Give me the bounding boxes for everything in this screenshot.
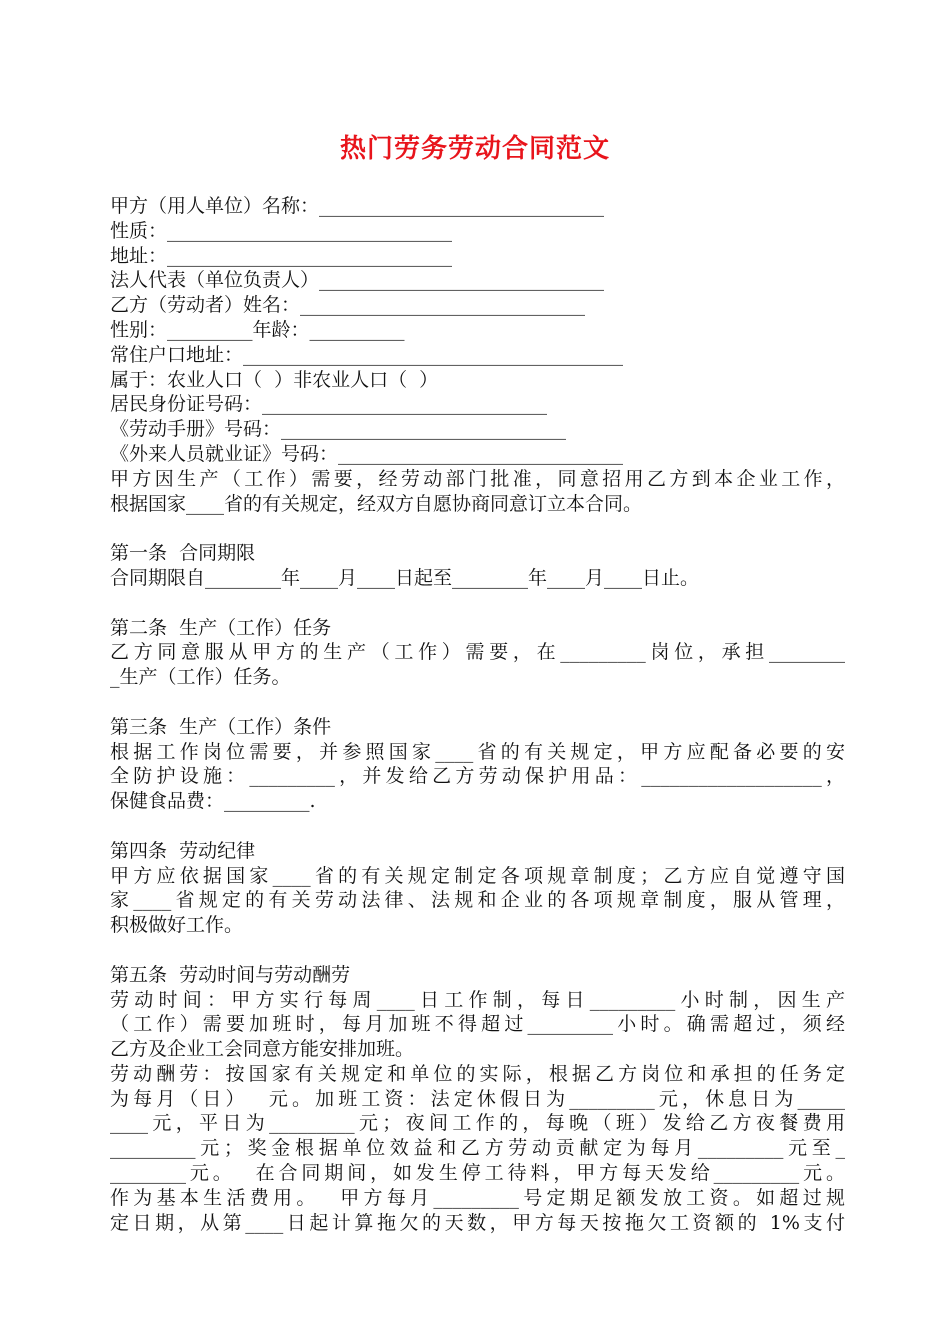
document-line: _生产（工作）任务。 bbox=[110, 666, 291, 689]
blank-line bbox=[110, 938, 845, 963]
document-line: 甲方因生产（工作）需要，经劳动部门批准，同意招用乙方到本企业工作， bbox=[110, 467, 845, 490]
document-line: 作为基本生活费用。 甲方每月_________号定期足额发放工资。如超过规 bbox=[110, 1186, 845, 1209]
blank-line bbox=[110, 591, 845, 616]
document-line: 甲方（用人单位）名称：______________________________ bbox=[110, 195, 605, 217]
document-line: 地址：______________________________ bbox=[110, 244, 453, 267]
document-line: 甲方应依据国家____省的有关规定制定各项规章制度；乙方应自觉遵守国 bbox=[110, 864, 845, 887]
document-line: 劳动酬劳：按国家有关规定和单位的实际，根据乙方岗位和承担的任务定 bbox=[110, 1062, 845, 1085]
clause-heading: 第三条 生产（工作）条件 bbox=[110, 715, 332, 738]
document-line: 保健食品费：_________. bbox=[110, 790, 316, 813]
clause-heading: 第四条 劳动纪律 bbox=[110, 839, 256, 862]
blank-line bbox=[110, 516, 845, 541]
clause-heading: 第一条 合同期限 bbox=[110, 542, 256, 565]
document-line: 乙方（劳动者）姓名：______________________________ bbox=[110, 294, 586, 317]
document-line: 属于：农业人口（ ）非农业人口（ ） bbox=[110, 368, 439, 391]
document-line: 乙方同意服从甲方的生产（工作）需要，在_________岗位，承担________ bbox=[110, 641, 845, 664]
document-title: 热门劳务劳动合同范文 bbox=[339, 134, 610, 164]
document-line: 合同期限自________年____月____日起至________年____月____日止。 bbox=[110, 566, 700, 589]
clause-heading: 第二条 生产（工作）任务 bbox=[110, 616, 332, 639]
document-line: 全防护设施：_________，并发给乙方劳动保护用品：___________________， bbox=[110, 765, 845, 788]
document-line: 劳动时间：甲方实行每周____日工作制，每日_________小时制，因生产 bbox=[110, 988, 845, 1011]
document-line: 定日期，从第____日起计算拖欠的天数，甲方每天按拖欠工资额的 1%支付 bbox=[110, 1211, 845, 1234]
document-line: 居民身份证号码：______________________________ bbox=[110, 393, 548, 416]
blank-line bbox=[110, 690, 845, 715]
document-line: 法人代表（单位负责人）______________________________ bbox=[110, 269, 605, 292]
document-line: ________元。 在合同期间，如发生停工待料，甲方每天发给_________元。 bbox=[110, 1162, 845, 1185]
document-line: 《劳动手册》号码：______________________________ bbox=[110, 418, 567, 441]
document-line: 为每月（日） 元。加班工资：法定休假日为_________元，休息日为_____ bbox=[110, 1087, 845, 1110]
document-line: 根据工作岗位需要，并参照国家____省的有关规定，甲方应配备必要的安 bbox=[110, 740, 845, 763]
document-line: （工作）需要加班时，每月加班不得超过_________小时。确需超过，须经 bbox=[110, 1013, 845, 1036]
document-line: 根据国家____省的有关规定，经双方自愿协商同意订立本合同。 bbox=[110, 492, 643, 515]
document-line: 积极做好工作。 bbox=[110, 914, 244, 937]
document-line: 乙方及企业工会同意方能安排加班。 bbox=[110, 1038, 415, 1061]
document-line: ____元，平日为_________元；夜间工作的，每晚（班）发给乙方夜餐费用 bbox=[110, 1112, 845, 1135]
blank-line bbox=[110, 814, 845, 839]
document-line: _________元；奖金根据单位效益和乙方劳动贡献定为每月_________元至_ bbox=[110, 1137, 845, 1160]
document-line: 家____省规定的有关劳动法律、法规和企业的各项规章制度，服从管理， bbox=[110, 889, 845, 912]
document-line: 常住户口地址：________________________________________ bbox=[110, 343, 624, 366]
document-line: 性质：______________________________ bbox=[110, 219, 453, 242]
clause-heading: 第五条 劳动时间与劳动酬劳 bbox=[110, 963, 351, 986]
document-body bbox=[110, 194, 845, 1235]
document-line: 《外来人员就业证》号码：______________________________ bbox=[110, 442, 624, 465]
document-line: 性别：_________年龄：__________ bbox=[110, 318, 405, 341]
